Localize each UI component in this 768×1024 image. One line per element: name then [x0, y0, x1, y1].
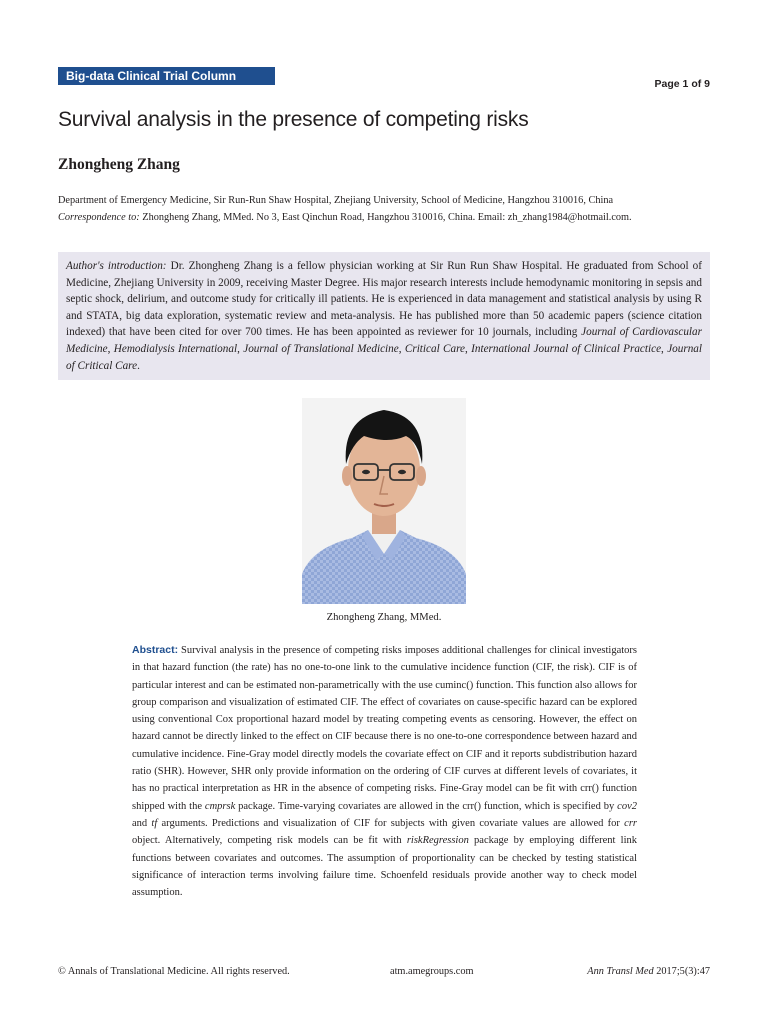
- intro-label: Author's introduction:: [66, 260, 167, 272]
- journal-5: International Journal of Clinical Practice: [471, 342, 662, 355]
- author-introduction-box: Author's introduction: Dr. Zhongheng Zhang is a fellow physician working at Sir Run Run Shaw Hospital. He graduated from School of Medicine, Zhejiang University in 2009, receiving Master Degree. His major research interests include hemodynamic monitoring in sepsis and septic shock, delirium, and outcome study for critically ill patients. He is experienced in data management and statistical analysis by using R and STATA, big data exploration, systematic review and meta-analysis. He has published more than 50 academic papers (science citation indexed) that have been cited for over 700 times. He has been appointed as reviewer for 10 journals, including Journal of Cardiovascular Medicine, Hemodialysis International, Journal of Translational Medicine, Critical Care, International Journal of Clinical Practice, Journal of Critical Care.: [58, 252, 710, 380]
- footer-volume: 2017;5(3):47: [653, 966, 710, 977]
- journal-4: Critical Care: [404, 342, 465, 355]
- footer-citation: [587, 966, 710, 977]
- abstract: Abstract: Survival analysis in the presence of competing risks imposes additional challenges for clinical investigators in that hazard function (the rate) has no one-to-one link to the cumulative incidence function (CIF, the risk). CIF is of particular interest and can be estimated non-parametrically with the use cuminc() function. This function also allows for group comparison and visualization of estimated CIF. The effect of covariates on cause-specific hazard can be explored using conventional Cox proportional hazard model by treating competing events as censoring. However, the effect on hazard cannot be directly linked to the effect on CIF because there is no one-to-one correspondence between hazard and cumulative incidence. Fine-Gray model directly models the covariate effect on CIF and it reports subdistribution hazard ratio (SHR). However, SHR only provide information on the ordering of CIF curves at different levels of covariates, it has no practical interpretation as HR in the absence of competing risks. Fine-Gray model can be fit with crr() function shipped with the cmprsk package. Time-varying covariates are allowed in the crr() function, which is specified by cov2 and tf arguments. Predictions and visualization of CIF for subjects with given covariate values are allowed for crr object. Alternatively, competing risk models can be fit with riskRegression package by employing different link functions between covariates and outcomes. The assumption of proportionality can be checked by testing statistical significance of interaction terms involving failure time. Schoenfeld residuals provide another way to check model assumption.: [132, 644, 637, 899]
- photo-caption: Zhongheng Zhang, MMed.: [326, 612, 442, 623]
- page-number: Page 1 of 9: [654, 78, 710, 90]
- affiliation-block: [58, 192, 718, 226]
- portrait-illustration: [302, 398, 466, 604]
- correspondence-text: Zhongheng Zhang, MMed. No 3, East Qinchun Road, Hangzhou 310016, China. Email: zh_zhang1984@hotmail.com.: [142, 212, 632, 223]
- journal-1: Journal of Cardiovascular Medicine: [66, 326, 702, 355]
- correspondence-label: Correspondence to:: [58, 212, 140, 223]
- abstract-label: Abstract:: [132, 644, 179, 656]
- column-tag: Big-data Clinical Trial Column: [58, 67, 275, 85]
- journal-2: Hemodialysis International: [113, 342, 238, 355]
- author-photo: [302, 398, 466, 604]
- journal-3: Journal of Translational Medicine: [243, 342, 399, 355]
- affiliation: Department of Emergency Medicine, Sir Run-Run Shaw Hospital, Zhejiang University, School of Medicine, Hangzhou 310016, China: [58, 195, 614, 206]
- footer-url[interactable]: atm.amegroups.com: [390, 966, 474, 977]
- correspondence: [58, 209, 718, 226]
- footer-journal: Ann Transl Med: [587, 966, 654, 977]
- journal-6: Journal of Critical Care: [66, 342, 703, 372]
- article-title: Survival analysis in the presence of competing risks: [58, 108, 529, 131]
- intro-text: Dr. Zhongheng Zhang is a fellow physician working at Sir Run Run Shaw Hospital. He graduated from School of Medicine, Zhejiang University in 2009, receiving Master Degree. His major research interests include hemodynamic monitoring in sepsis and septic shock, delirium, and outcome study for critically ill patients. He is experienced in data management and statistical analysis by using R and STATA, big data exploration, systematic review and meta-analysis. He has published more than 50 academic papers (science citation indexed) that have been cited for over 700 times. He has been appointed as reviewer for 10 journals, including: [66, 260, 702, 339]
- author-name: Zhongheng Zhang: [58, 156, 180, 173]
- footer-copyright: © Annals of Translational Medicine. All rights reserved.: [58, 966, 290, 977]
